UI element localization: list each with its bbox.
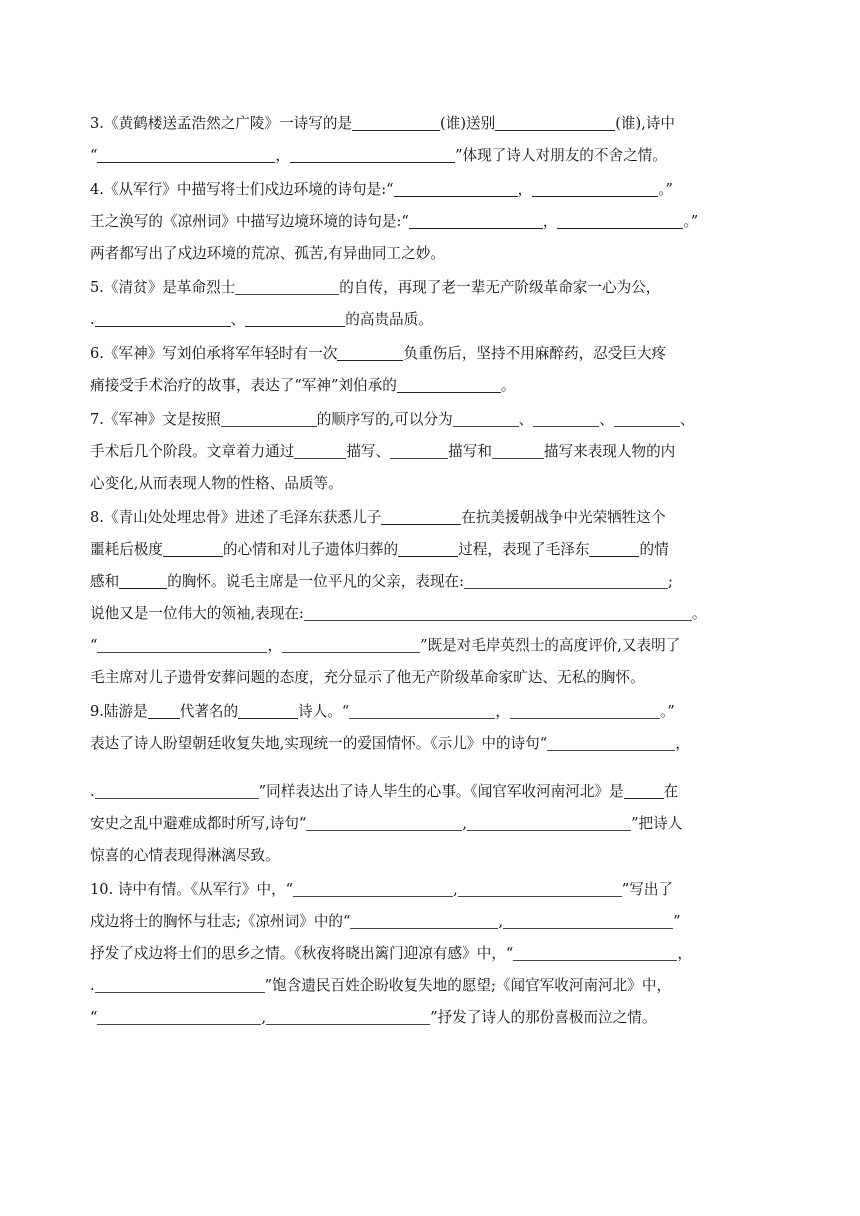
q8-line-1: 8.《青山处处埋忠骨》进述了毛泽东获悉儿子 在抗美援朝战争中光荣牺牲这个 <box>90 502 774 534</box>
question-10 <box>90 874 774 1034</box>
answer-blank[interactable] <box>492 440 544 459</box>
answer-blank[interactable] <box>148 700 180 719</box>
question-3 <box>90 108 774 172</box>
answer-blank[interactable] <box>97 1006 261 1025</box>
answer-blank[interactable] <box>532 178 658 197</box>
answer-blank[interactable] <box>238 700 298 719</box>
answer-blank[interactable] <box>513 942 677 961</box>
q9-line-2: 表达了诗人盼望朝廷收复失地,实现统一的爱国情怀。《示儿》中的诗句“ ， <box>90 728 774 760</box>
q9-line-1: 9.陆游是 代著名的 诗人。“ ， 。” <box>90 696 774 728</box>
answer-blank[interactable] <box>235 276 339 295</box>
q10-line-3: 抒发了戍边将士们的思乡之情。《秋夜将晓出篱门迎凉有感》中，“ ， <box>90 938 774 970</box>
q7-line-3: 心变化,从而表现人物的性格、品质等。 <box>90 475 343 492</box>
q10-line-2: 戍边将士的胸怀与壮志;《凉州词》中的“ , ” <box>90 906 774 938</box>
question-7 <box>90 404 774 500</box>
q7-line-1: 7.《军神》文是按照 的顺序写的,可以分为 、 、 、 <box>90 404 774 436</box>
q6-line-1: 6.《军神》写刘伯承将军年轻时有一次 负重伤后，坚持不用麻醉药，忍受巨大疼 <box>90 338 774 370</box>
q8-line-2: 噩耗后极度 的心情和对儿子遗体归葬的 过程，表现了毛泽东 的情 <box>90 534 774 566</box>
q6-line-2: 痛接受手术治疗的故事，表达了“军神”刘伯承的 。 <box>90 370 774 402</box>
answer-blank[interactable] <box>352 112 440 131</box>
answer-blank[interactable] <box>95 780 259 799</box>
answer-blank[interactable] <box>397 374 501 393</box>
q5-line-2: . 、 的高贵品质。 <box>90 304 774 336</box>
q9-line-3: . ”同样表达出了诗人毕生的心事。《闻官军收河南河北》是 在 <box>90 776 774 808</box>
question-5 <box>90 272 774 336</box>
q7-line-2: 手术后几个阶段。文章着力通过 描写、 描写和 描写来表现人物的内 <box>90 436 774 468</box>
answer-blank[interactable] <box>464 570 668 589</box>
answer-blank[interactable] <box>245 308 345 327</box>
q10-line-1: 10. 诗中有情。《从军行》中，“ , ”写出了 <box>90 874 774 906</box>
answer-blank[interactable] <box>290 144 455 163</box>
answer-blank[interactable] <box>503 910 673 929</box>
answer-blank[interactable] <box>589 538 639 557</box>
answer-blank[interactable] <box>282 634 420 653</box>
question-6 <box>90 338 774 402</box>
answer-blank[interactable] <box>614 408 680 427</box>
question-8 <box>90 502 774 694</box>
answer-blank[interactable] <box>266 1006 430 1025</box>
question-9 <box>90 696 774 872</box>
q4-line-2: 王之涣写的《凉州词》中描写边境环境的诗句是:“ ， 。” <box>90 206 774 238</box>
q10-line-5: “ , ”抒发了诗人的那份喜极而泣之情。 <box>90 1002 774 1034</box>
answer-blank[interactable] <box>95 308 231 327</box>
answer-blank[interactable] <box>95 974 265 993</box>
answer-blank[interactable] <box>119 570 167 589</box>
q8-line-6: 毛主席对儿子遗骨安葬问题的态度，充分显示了他无产阶级革命家旷达、无私的胸怀。 <box>90 669 645 686</box>
answer-blank[interactable] <box>409 210 543 229</box>
answer-blank[interactable] <box>394 178 518 197</box>
question-4 <box>90 174 774 270</box>
q4-line-1: 4.《从军行》中描写将士们戍边环境的诗句是:“ ， 。” <box>90 174 774 206</box>
answer-blank[interactable] <box>337 342 403 361</box>
answer-blank[interactable] <box>294 440 346 459</box>
q5-line-1: 5.《清贫》是革命烈士 的自传，再现了老一辈无产阶级革命家一心为公， <box>90 272 774 304</box>
answer-blank[interactable] <box>453 408 519 427</box>
answer-blank[interactable] <box>557 210 683 229</box>
answer-blank[interactable] <box>624 780 664 799</box>
answer-blank[interactable] <box>97 144 275 163</box>
q10-line-4: . ”饱含遗民百姓企盼收复失地的愿望;《闻官军收河南河北》中， <box>90 970 774 1002</box>
q9-line-4: 安史之乱中避难成都时所写,诗句“ , ”把诗人 <box>90 808 774 840</box>
answer-blank[interactable] <box>467 812 631 831</box>
answer-blank[interactable] <box>381 506 461 525</box>
answer-blank[interactable] <box>97 634 267 653</box>
answer-blank[interactable] <box>221 408 317 427</box>
answer-blank[interactable] <box>510 700 660 719</box>
answer-blank[interactable] <box>390 440 448 459</box>
answer-blank[interactable] <box>458 878 622 897</box>
q4-line-3: 两者都写出了戍边环境的荒凉、孤苦,有异曲同工之妙。 <box>90 245 445 262</box>
answer-blank[interactable] <box>547 732 675 751</box>
q8-line-3: 感和 的胸怀。说毛主席是一位平凡的父亲，表现在: ; <box>90 566 774 598</box>
q9-line-5: 惊喜的心情表现得淋漓尽致。 <box>90 847 280 864</box>
q3-line-2: “ ， ”体现了诗人对朋友的不舍之情。 <box>90 140 774 172</box>
q8-line-5: “ ， ”既是对毛岸英烈士的高度评价,又表明了 <box>90 630 774 662</box>
answer-blank[interactable] <box>306 812 462 831</box>
answer-blank[interactable] <box>495 112 615 131</box>
answer-blank[interactable] <box>398 538 458 557</box>
q8-line-4: 说他又是一位伟大的领袖,表现在: 。 <box>90 598 774 630</box>
worksheet-content <box>90 108 774 1036</box>
answer-blank[interactable] <box>163 538 223 557</box>
answer-blank[interactable] <box>349 700 495 719</box>
answer-blank[interactable] <box>304 602 692 621</box>
answer-blank[interactable] <box>533 408 599 427</box>
q3-line-1: 3.《黄鹤楼送孟浩然之广陵》一诗写的是 (谁)送别 (谁),诗中 <box>90 108 774 140</box>
answer-blank[interactable] <box>350 910 498 929</box>
answer-blank[interactable] <box>293 878 453 897</box>
